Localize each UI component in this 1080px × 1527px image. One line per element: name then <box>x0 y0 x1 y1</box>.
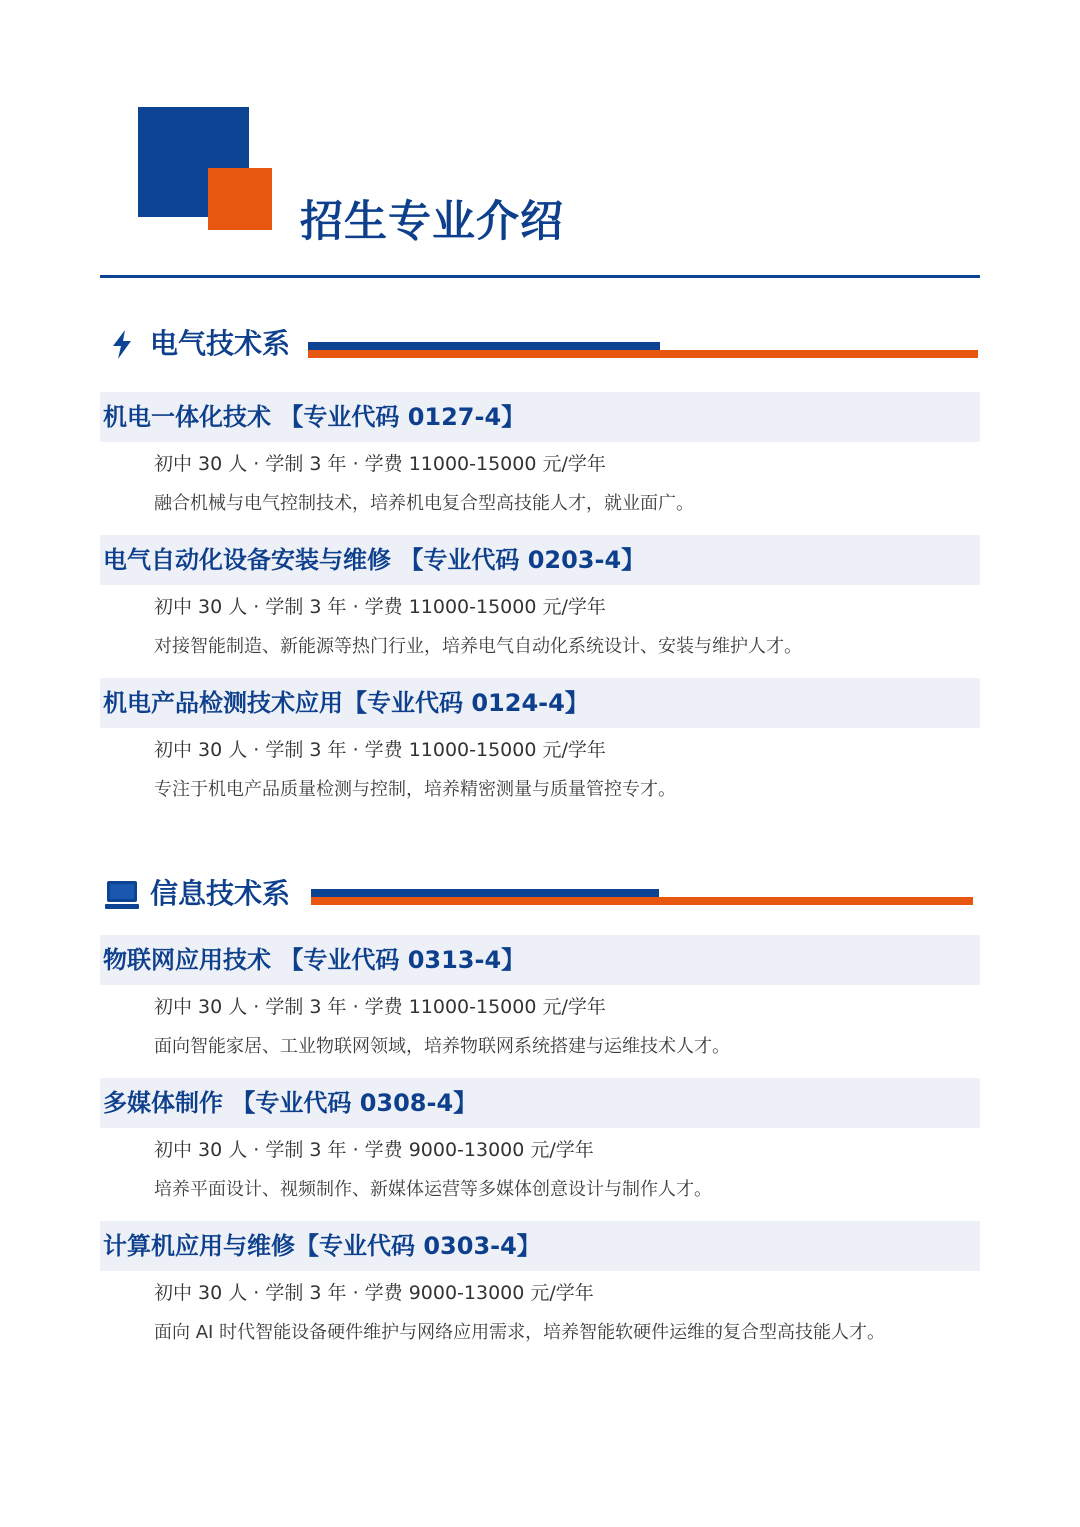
major-title: 物联网应用技术 【专业代码 0313-4】 <box>103 946 526 974</box>
major-title-band <box>100 1221 980 1271</box>
title-divider <box>100 275 980 278</box>
major-description: 面向 AI 时代智能设备硬件维护与网络应用需求，培养智能软硬件运维的复合型高技能人才。 <box>154 1322 886 1343</box>
lightning-icon <box>104 326 140 362</box>
department-header <box>104 872 980 916</box>
department-name: 信息技术系 <box>150 877 291 910</box>
major-description: 融合机械与电气控制技术，培养机电复合型高技能人才，就业面广。 <box>154 493 694 514</box>
department-bar-blue <box>308 342 660 350</box>
major-meta: 初中 30 人 · 学制 3 年 · 学费 11000-15000 元/学年 <box>154 453 606 475</box>
major-description: 面向智能家居、工业物联网领域，培养物联网系统搭建与运维技术人才。 <box>154 1036 730 1057</box>
page-title: 招生专业介绍 <box>300 197 564 247</box>
major-title-band <box>100 535 980 585</box>
major-title: 机电一体化技术 【专业代码 0127-4】 <box>103 403 526 431</box>
major-meta: 初中 30 人 · 学制 3 年 · 学费 11000-15000 元/学年 <box>154 739 606 761</box>
major-title-band <box>100 1078 980 1128</box>
decor-orange-square <box>208 168 272 230</box>
major-title-band <box>100 935 980 985</box>
major-title: 电气自动化设备安装与维修 【专业代码 0203-4】 <box>103 546 646 574</box>
major-title: 计算机应用与维修【专业代码 0303-4】 <box>103 1232 541 1260</box>
major-title: 多媒体制作 【专业代码 0308-4】 <box>103 1089 478 1117</box>
major-title-band <box>100 678 980 728</box>
department-name: 电气技术系 <box>150 327 291 360</box>
major-meta: 初中 30 人 · 学制 3 年 · 学费 11000-15000 元/学年 <box>154 996 606 1018</box>
major-title: 机电产品检测技术应用【专业代码 0124-4】 <box>103 689 589 717</box>
computer-icon <box>104 876 140 912</box>
department-bar-orange <box>308 350 978 358</box>
department-header <box>104 322 980 366</box>
major-description: 培养平面设计、视频制作、新媒体运营等多媒体创意设计与制作人才。 <box>154 1179 712 1200</box>
major-description: 对接智能制造、新能源等热门行业，培养电气自动化系统设计、安装与维护人才。 <box>154 636 802 657</box>
major-meta: 初中 30 人 · 学制 3 年 · 学费 11000-15000 元/学年 <box>154 596 606 618</box>
major-meta: 初中 30 人 · 学制 3 年 · 学费 9000-13000 元/学年 <box>154 1282 594 1304</box>
major-meta: 初中 30 人 · 学制 3 年 · 学费 9000-13000 元/学年 <box>154 1139 594 1161</box>
major-description: 专注于机电产品质量检测与控制，培养精密测量与质量管控专才。 <box>154 779 676 800</box>
major-title-band <box>100 392 980 442</box>
department-bar-orange <box>311 897 973 905</box>
department-bar-blue <box>311 889 659 897</box>
